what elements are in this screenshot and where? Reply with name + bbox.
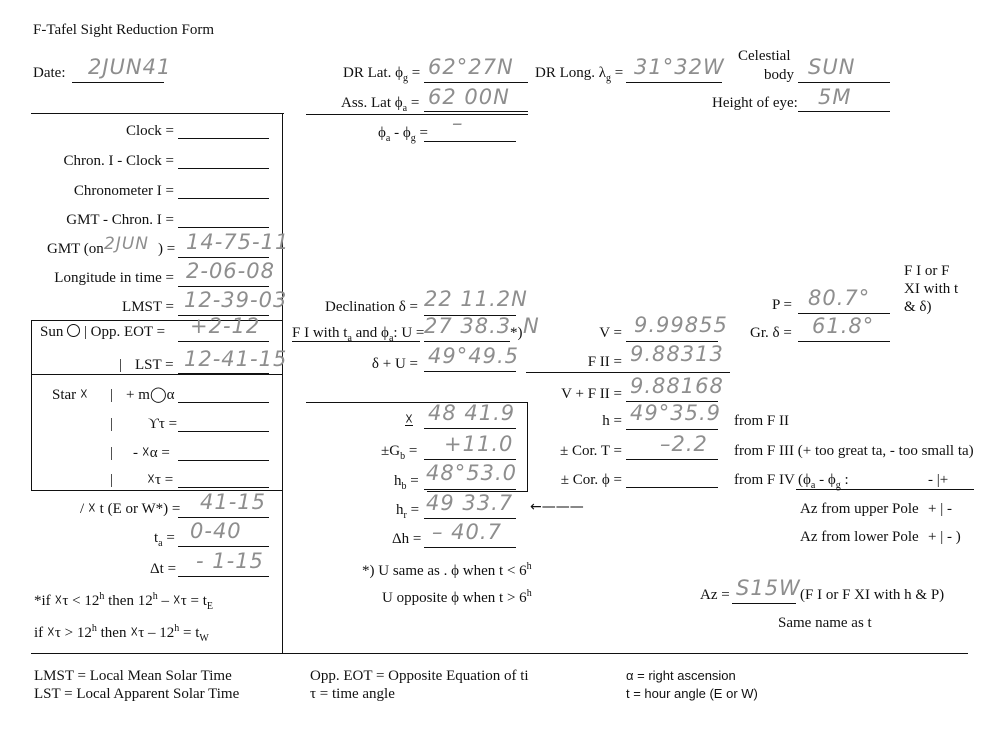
cort-line [626, 459, 718, 460]
celestial-line [798, 82, 890, 83]
lmst-value[interactable]: 12-39-03 [184, 288, 288, 312]
fi-line [424, 341, 510, 342]
dh-value[interactable]: – 40.7 [432, 520, 502, 544]
hr-line [424, 518, 516, 519]
x-alpha-label: - ☓α = [133, 445, 170, 461]
corphi-sign: - |+ [928, 472, 949, 488]
celestial-value[interactable]: SUN [808, 55, 856, 79]
height-eye-line [798, 111, 890, 112]
az-lower: Az from lower Pole [800, 529, 919, 545]
longitude-label: Longitude in time = [54, 270, 174, 286]
longitude-value[interactable]: 2-06-08 [186, 259, 275, 283]
ta-label: $t_a$ = [154, 530, 175, 549]
cort-label: ± Cor. T = [560, 443, 622, 459]
legend-alpha: α = right ascension [626, 668, 736, 683]
fii-label: F II = [587, 354, 622, 370]
corphi-from: from F IV [734, 472, 795, 488]
dt-value[interactable]: - 1-15 [196, 549, 264, 573]
dt-label: Δt = [150, 561, 177, 577]
vfii-label: V + F II = [561, 386, 622, 402]
az-line [732, 603, 796, 604]
star-label: Star ☓ [52, 387, 88, 403]
dr-lat-value[interactable]: 62°27N [428, 55, 514, 79]
legend-opp-eot: Opp. EOT = Opposite Equation of ti [310, 668, 529, 684]
sun-row [40, 323, 165, 341]
az-value[interactable]: S15W [736, 576, 801, 600]
form-title: F-Tafel Sight Reduction Form [33, 22, 215, 38]
corphi-rule [796, 489, 974, 490]
height-eye-label: Height of eye: [712, 95, 798, 111]
fi-label: F I with $t_a$ and $\phi_a$: U = [292, 325, 425, 344]
dh-label: Δh = [392, 531, 422, 547]
gmt-on-suffix: ) = [158, 241, 176, 257]
fii-value[interactable]: 9.88313 [630, 342, 724, 366]
chron-clock-label: Chron. I - Clock = [63, 153, 174, 169]
date-line [72, 82, 164, 83]
grd-line [798, 341, 890, 342]
opp-eot-label: Opp. EOT = [90, 324, 166, 340]
x-alpha-bar: | [110, 445, 114, 461]
az-lower-sign: + | - ) [928, 529, 961, 545]
gmt-value[interactable]: 14-75-11 [186, 230, 290, 254]
opp-eot-line [178, 341, 269, 342]
clock-label: Clock = [125, 123, 174, 139]
gb-label: $\pm G_b$ = [381, 443, 418, 462]
fii-line [526, 372, 730, 373]
u-note-1: *) U same as . ϕ when $t < 6^h$ [362, 561, 532, 579]
left-top-rule [31, 113, 284, 114]
x-label: ☓ [405, 412, 413, 428]
xt-value[interactable]: 41-15 [200, 490, 267, 514]
note-1: *if ☓τ < $12^h$ then 12$^h$ – ☓τ = $t_E$ [34, 591, 213, 612]
dr-long-line [626, 82, 722, 83]
x-tau-bar: | [110, 472, 114, 488]
gamma-bar: | [110, 416, 114, 432]
ass-lat-rule [306, 114, 528, 115]
legend-lmst: LMST = Local Mean Solar Time [34, 668, 232, 684]
sun-star-divider [31, 374, 282, 375]
chronometer-label: Chronometer I = [73, 183, 174, 199]
hr-label: $h_r$ = [396, 502, 420, 521]
longitude-line [178, 286, 269, 287]
m-alpha-line[interactable] [178, 402, 269, 403]
lmst-label: LMST = [122, 299, 174, 315]
x-line [424, 428, 516, 429]
v-value[interactable]: 9.99855 [634, 313, 728, 337]
chronometer-line[interactable] [178, 198, 269, 199]
gamma-tau-line[interactable] [178, 431, 269, 432]
gb-value[interactable]: +11.0 [444, 432, 514, 456]
hr-arrow-icon: ←——— [530, 499, 584, 515]
phi-diff-label: $\phi_a - \phi_g$ = [378, 125, 428, 144]
p-value[interactable]: 80.7° [808, 286, 871, 310]
xt-line [178, 517, 269, 518]
x-value[interactable]: 48 41.9 [428, 401, 516, 425]
ta-line [178, 546, 269, 547]
x-alpha-line[interactable] [178, 460, 269, 461]
x-tau-label: ☓τ = [147, 472, 174, 488]
sun-label: Sun [40, 324, 64, 340]
dt-line [178, 576, 269, 577]
du-label: δ + U = [371, 356, 418, 372]
az-label: Az = [700, 587, 730, 603]
clock-line[interactable] [178, 138, 269, 139]
p-label: P = [772, 297, 792, 313]
sun-symbol-icon [67, 324, 80, 337]
date-label: Date: [33, 65, 66, 81]
gmt-on-value[interactable]: 2JUN [104, 234, 149, 254]
xi-with-t: XI with t [904, 281, 959, 297]
du-line [424, 371, 516, 372]
corphi-label: ± Cor. ϕ = [560, 472, 622, 488]
gb-line [424, 459, 516, 460]
az-upper-sign: + | - [928, 501, 952, 517]
hb-value[interactable]: 48°53.0 [426, 461, 517, 485]
gmt-on-prefix: GMT (on [47, 241, 104, 257]
az-note: (F I or F XI with h & P) [800, 587, 945, 603]
body-label: body [764, 67, 794, 83]
corphi-note: ($\phi_a - \phi_g$ : [798, 472, 849, 491]
x-box-right [527, 402, 528, 492]
az-upper: Az from upper Pole [800, 501, 919, 517]
hr-value[interactable]: 49 33.7 [426, 491, 514, 515]
h-label: h = [602, 413, 622, 429]
height-eye-value[interactable]: 5M [818, 85, 852, 109]
sun-bar: | [83, 324, 87, 340]
grd-label: Gr. δ = [750, 325, 792, 341]
declination-value[interactable]: 22 11.2N [424, 287, 528, 311]
dr-lat-label: DR Lat. $\phi_g$ = [343, 65, 421, 84]
xt-label: / ☓ t (E or W*) = [80, 501, 181, 517]
dr-long-label: DR Long. $\lambda_g$ = [535, 65, 624, 84]
grd-value[interactable]: 61.8° [812, 314, 875, 338]
same-name: Same name as t [778, 615, 872, 631]
celestial-label: Celestial [738, 48, 791, 64]
x-tau-line[interactable] [178, 487, 269, 488]
phi-diff-line [424, 141, 516, 142]
fi-suffix[interactable]: N [523, 314, 540, 338]
fi-value[interactable]: 27 38.3 [424, 314, 512, 338]
phi-diff-value[interactable]: – [452, 111, 464, 135]
gmt-chron-line[interactable] [178, 227, 269, 228]
legend-t: t = hour angle (E or W) [626, 686, 758, 701]
left-divider [282, 113, 283, 653]
dh-line [424, 547, 516, 548]
hb-line [424, 489, 516, 490]
legend-lst: LST = Local Apparent Solar Time [34, 686, 240, 702]
date-value[interactable]: 2JUN41 [88, 55, 172, 79]
opp-eot-value[interactable]: +2-12 [190, 314, 261, 338]
lst-bar: | [119, 357, 123, 373]
lst-line [178, 373, 269, 374]
m-alpha-label: + m◯α [126, 387, 175, 403]
fi-underline [292, 341, 420, 342]
dr-lat-line [424, 82, 528, 83]
vfii-value[interactable]: 9.88168 [630, 374, 724, 398]
gamma-tau-label: ϒτ = [148, 416, 178, 432]
note-2: if ☓τ > $12^h$ then ☓τ – $12^h = t_W$ [34, 623, 209, 644]
ass-lat-value[interactable]: 62 00N [428, 85, 510, 109]
cort-from: from F III (+ too great ta, - too small ta) [734, 443, 974, 459]
lst-value[interactable]: 12-41-15 [184, 347, 288, 371]
ta-value[interactable]: 0-40 [190, 519, 242, 543]
ass-lat-line [424, 111, 528, 112]
h-line [626, 429, 718, 430]
gmt-line [178, 257, 269, 258]
sun-star-box [31, 320, 282, 491]
h-from: from F II [734, 413, 789, 429]
and-delta: & δ) [904, 299, 932, 315]
fi-or-f: F I or F [904, 263, 950, 279]
star-bar: | [110, 387, 114, 403]
dr-long-value[interactable]: 31°32W [634, 55, 725, 79]
footer-rule [31, 653, 968, 654]
ass-lat-label: Ass. Lat $\phi_a$ = [341, 95, 420, 114]
corphi-line[interactable] [626, 487, 718, 488]
hb-label: $h_b$ = [394, 473, 419, 492]
lst-label: LST = [135, 357, 174, 373]
fi-star: *) [510, 325, 523, 341]
gmt-chron-label: GMT - Chron. I = [66, 212, 174, 228]
declination-label: Declination δ = [324, 299, 418, 315]
v-label: V = [599, 325, 622, 341]
cort-value[interactable]: –2.2 [660, 432, 708, 456]
u-note-2: U opposite ϕ when $t > 6^h$ [382, 588, 532, 606]
legend-tau: τ = time angle [310, 686, 395, 702]
h-value[interactable]: 49°35.9 [630, 401, 721, 425]
du-value[interactable]: 49°49.5 [428, 344, 519, 368]
chron-clock-line[interactable] [178, 168, 269, 169]
